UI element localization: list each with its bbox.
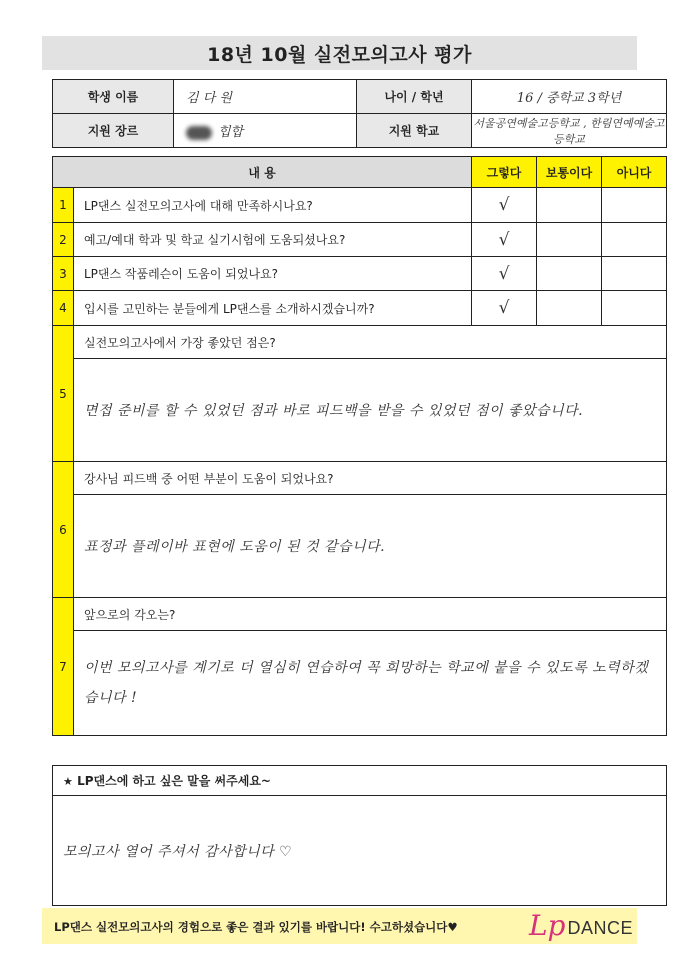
content-header: 내 용 — [53, 157, 472, 188]
message-label: LP댄스에 하고 싶은 말을 써주세요~ — [77, 774, 271, 788]
footer-text: LP댄스 실전모의고사의 경험으로 좋은 결과 있기를 바랍니다! 수고하셨습니다♥ — [54, 920, 458, 934]
question-number: 4 — [53, 291, 74, 326]
message-field[interactable]: 모의고사 열어 주셔서 감사합니다 ♡ — [53, 796, 667, 906]
answer-field[interactable]: 면접 준비를 할 수 있었던 점과 바로 피드백을 받을 수 있었던 점이 좋았습니다. — [74, 359, 667, 462]
question-text: 입시를 고민하는 분들에게 LP댄스를 소개하시겠습니까? — [74, 291, 472, 326]
footer-banner — [42, 908, 637, 944]
survey-table — [52, 156, 667, 736]
question-text: LP댄스 실전모의고사에 대해 만족하시나요? — [74, 188, 472, 223]
question-text: 실전모의고사에서 가장 좋았던 점은? — [74, 326, 667, 359]
question-row — [53, 188, 667, 223]
checkbox-no[interactable] — [602, 291, 667, 326]
name-label: 학생 이름 — [53, 80, 174, 114]
question-row — [53, 291, 667, 326]
page-title: 18년 10월 실전모의고사 평가 — [42, 36, 637, 70]
school-value: 서울공연예술고등학교 , 한림연예예술고등학교 — [472, 114, 667, 148]
message-box — [52, 765, 667, 906]
age-value: 16 / 중학교 3학년 — [472, 80, 667, 114]
checkbox-mid[interactable] — [537, 291, 602, 326]
checkbox-no[interactable] — [602, 188, 667, 223]
option-yes-header: 그렇다 — [472, 157, 537, 188]
message-header — [53, 766, 667, 796]
answer-field[interactable]: 표정과 플레이바 표현에 도움이 된 것 같습니다. — [74, 495, 667, 598]
logo-dance: DANCE — [567, 918, 633, 938]
checkbox-yes[interactable]: √ — [472, 223, 537, 257]
genre-cell — [174, 114, 357, 148]
name-value: 김 다 원 — [174, 80, 357, 114]
question-text: LP댄스 작품레슨이 도움이 되었나요? — [74, 257, 472, 291]
question-number: 1 — [53, 188, 74, 223]
answer-field[interactable]: 이번 모의고사를 계기로 더 열심히 연습하여 꼭 희망하는 학교에 붙을 수 있도록 노력하겠습니다 ! — [74, 631, 667, 736]
logo-lp: Lp — [528, 909, 566, 942]
genre-value: 힙합 — [218, 125, 244, 140]
checkbox-mid[interactable] — [537, 223, 602, 257]
redacted-mark — [186, 126, 212, 140]
student-info-table — [52, 79, 667, 148]
checkbox-no[interactable] — [602, 223, 667, 257]
checkbox-mid[interactable] — [537, 257, 602, 291]
question-row — [53, 223, 667, 257]
checkbox-no[interactable] — [602, 257, 667, 291]
question-text: 강사님 피드백 중 어떤 부분이 도움이 되었나요? — [74, 462, 667, 495]
option-mid-header: 보통이다 — [537, 157, 602, 188]
school-label: 지원 학교 — [357, 114, 472, 148]
question-number: 2 — [53, 223, 74, 257]
checkbox-yes[interactable]: √ — [472, 291, 537, 326]
age-label: 나이 / 학년 — [357, 80, 472, 114]
checkbox-mid[interactable] — [537, 188, 602, 223]
question-number: 6 — [53, 462, 74, 598]
question-text: 예고/예대 학과 및 학교 실기시험에 도움되셨나요? — [74, 223, 472, 257]
question-number: 3 — [53, 257, 74, 291]
checkbox-yes[interactable]: √ — [472, 257, 537, 291]
question-text: 앞으로의 각오는? — [74, 598, 667, 631]
question-number: 7 — [53, 598, 74, 736]
genre-label: 지원 장르 — [53, 114, 174, 148]
option-no-header: 아니다 — [602, 157, 667, 188]
checkbox-yes[interactable]: √ — [472, 188, 537, 223]
question-row — [53, 257, 667, 291]
lp-dance-logo — [528, 909, 633, 942]
star-icon: ★ — [63, 775, 73, 788]
question-number: 5 — [53, 326, 74, 462]
